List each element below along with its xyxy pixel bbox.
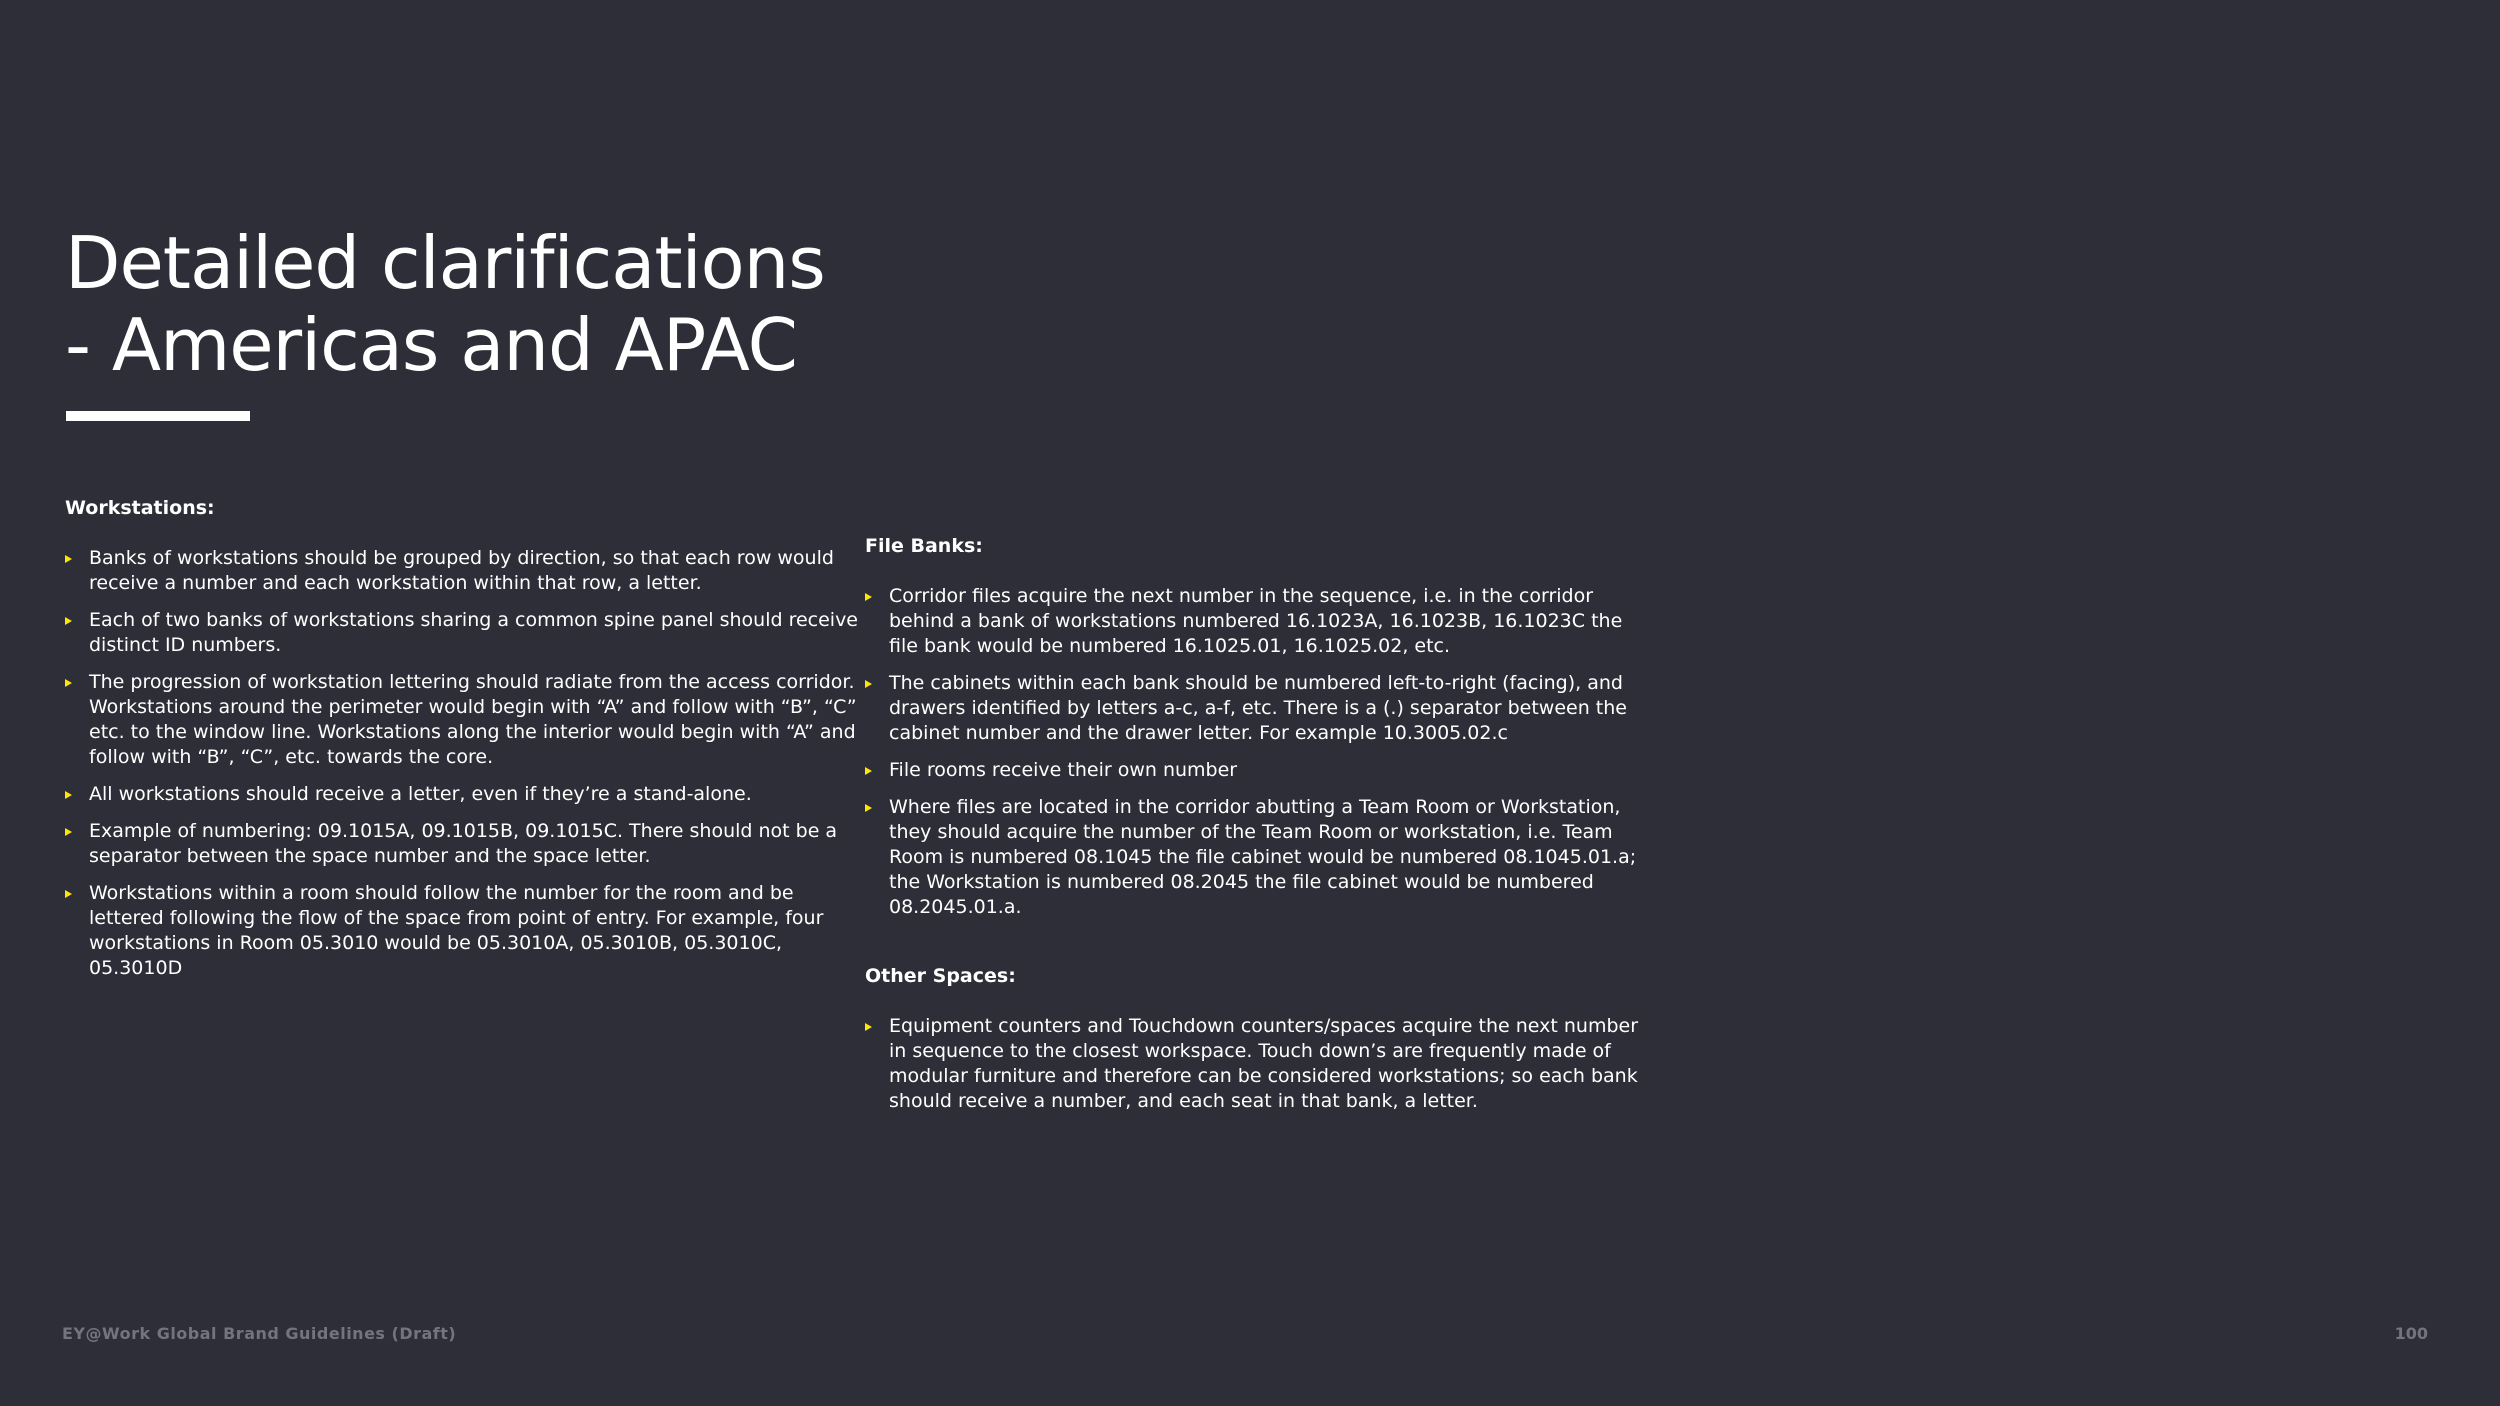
list-item-text: Each of two banks of workstations sharing a common spine panel should receive distinct ID numbers.	[89, 609, 858, 656]
right-column	[865, 534, 1655, 1126]
left-column	[65, 496, 865, 993]
file-banks-list	[865, 584, 1655, 920]
footer-page-number: 100	[2394, 1324, 2428, 1343]
list-item	[865, 671, 1655, 746]
list-item	[65, 881, 865, 981]
workstations-heading: Workstations:	[65, 497, 215, 519]
triangle-bullet-icon	[865, 767, 872, 775]
triangle-bullet-icon	[65, 890, 72, 898]
list-item-text: The cabinets within each bank should be numbered left-to-right (facing), and drawers identified by letters a-c, a-f, etc. There is a (.) separator between the cabinet number and the drawer letter. For example 10.3005.02.c	[889, 672, 1627, 744]
page-title-line-2: - Americas and APAC	[65, 303, 797, 387]
triangle-bullet-icon	[865, 680, 872, 688]
file-banks-heading: File Banks:	[865, 535, 983, 557]
other-spaces-heading: Other Spaces:	[865, 965, 1016, 987]
page-title-line-1: Detailed clarifications	[65, 221, 825, 305]
list-item-text: File rooms receive their own number	[889, 759, 1238, 781]
list-item-text: Corridor files acquire the next number in the sequence, i.e. in the corridor behind a bank of workstations numbered 16.1023A, 16.1023B, 16.1023C the file bank would be numbered 16.1025.01, 16.1025.02, etc.	[889, 585, 1623, 657]
list-item-text: Where files are located in the corridor abutting a Team Room or Workstation, they should acquire the number of the Team Room or workstation, i.e. Team Room is numbered 08.1045 the file cabinet would be numbered 08.1045.01.a; the Workstation is numbered 08.2045 the file cabinet would be numbered 08.2045.01.a.	[889, 796, 1637, 918]
other-spaces-list	[865, 1014, 1655, 1114]
list-item	[65, 546, 865, 596]
list-item-text: All workstations should receive a letter, even if they’re a stand-alone.	[89, 783, 752, 805]
list-item	[865, 584, 1655, 659]
triangle-bullet-icon	[865, 593, 872, 601]
triangle-bullet-icon	[65, 617, 72, 625]
triangle-bullet-icon	[865, 1023, 872, 1031]
list-item	[65, 670, 865, 770]
list-item-text: The progression of workstation lettering should radiate from the access corridor. Workstations around the perimeter would begin with “A” and follow with “B”, “C” etc. to the window line. Workstations along the interior would begin with “A” and follow with “B”, “C”, etc. towards the core.	[89, 671, 857, 768]
list-item	[65, 608, 865, 658]
list-item	[865, 795, 1655, 920]
triangle-bullet-icon	[65, 791, 72, 799]
list-item-text: Banks of workstations should be grouped by direction, so that each row would receive a number and each workstation within that row, a letter.	[89, 547, 834, 594]
list-item-text: Equipment counters and Touchdown counters/spaces acquire the next number in sequence to the closest workspace. Touch down’s are frequently made of modular furniture and therefore can be considered workstations; so each bank should receive a number, and each seat in that bank, a letter.	[889, 1015, 1639, 1112]
list-item-text: Workstations within a room should follow the number for the room and be lettered following the flow of the space from point of entry. For example, four workstations in Room 05.3010 would be 05.3010A, 05.3010B, 05.3010C, 05.3010D	[89, 882, 824, 979]
list-item	[865, 758, 1655, 783]
triangle-bullet-icon	[65, 679, 72, 687]
page-title	[65, 222, 825, 386]
triangle-bullet-icon	[865, 804, 872, 812]
triangle-bullet-icon	[65, 828, 72, 836]
list-item	[65, 819, 865, 869]
footer-document-title: EY@Work Global Brand Guidelines (Draft)	[62, 1324, 457, 1343]
list-item	[65, 782, 865, 807]
triangle-bullet-icon	[65, 555, 72, 563]
title-underline-bar	[66, 411, 250, 421]
workstations-list	[65, 546, 865, 981]
list-item-text: Example of numbering: 09.1015A, 09.1015B, 09.1015C. There should not be a separator between the space number and the space letter.	[89, 820, 838, 867]
section-spacer	[865, 932, 1655, 964]
list-item	[865, 1014, 1655, 1114]
